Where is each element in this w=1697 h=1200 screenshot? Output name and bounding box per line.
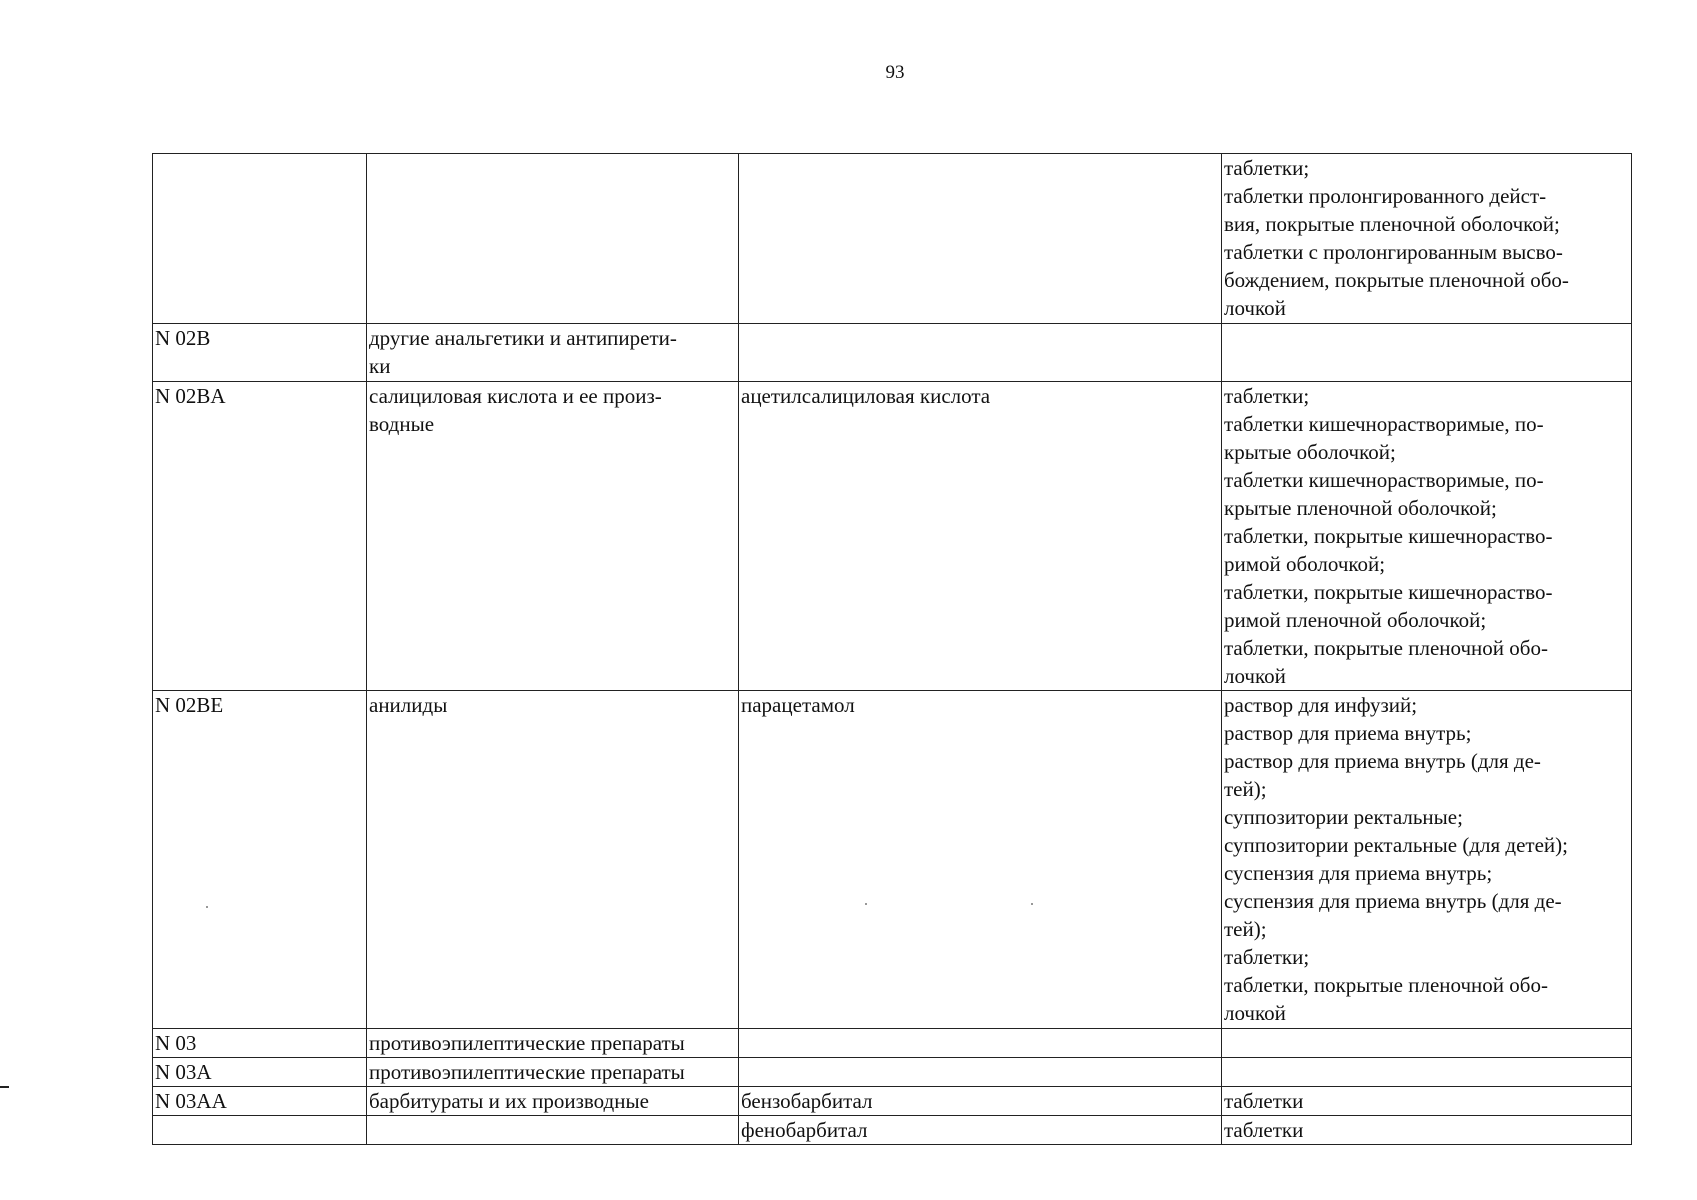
dosage-forms-cell: раствор для инфузий; раствор для приема внутрь; раствор для приема внутрь (для де- тей); суппозитории ректальные; суппозитории ректальные (для детей); суспензия для приема внутрь; суспензия для приема внутрь (для де- тей); таблетки; таблетки, покрытые пленочной обо- лочкой [1222, 691, 1632, 1029]
dosage-forms-cell: таблетки; таблетки пролонгированного дейст- вия, покрытые пленочной оболочкой; таблетки с пролонгированным высво- бождением, покрытые пленочной обо- лочкой [1222, 154, 1632, 324]
group-name-cell: барбитураты и их производные [367, 1087, 739, 1116]
substance-cell: ацетилсалициловая кислота [739, 382, 1222, 691]
scan-speck [865, 903, 867, 905]
group-name-cell: противоэпилептические препараты [367, 1029, 739, 1058]
table-row [153, 1058, 1632, 1087]
table-row [153, 382, 1632, 691]
substance-cell: бензобарбитал [739, 1087, 1222, 1116]
table-row [153, 324, 1632, 382]
drug-table [152, 153, 1632, 1145]
dosage-forms-cell: таблетки [1222, 1087, 1632, 1116]
group-name-cell: анилиды [367, 691, 739, 1029]
group-name-cell [367, 1116, 739, 1145]
table-row [153, 1116, 1632, 1145]
table-row [153, 1087, 1632, 1116]
dosage-forms-cell [1222, 324, 1632, 382]
atc-code-cell: N 03AA [153, 1087, 367, 1116]
atc-code-cell: N 03A [153, 1058, 367, 1087]
atc-code-cell: N 02B [153, 324, 367, 382]
substance-cell [739, 324, 1222, 382]
atc-code-cell: N 03 [153, 1029, 367, 1058]
substance-cell [739, 154, 1222, 324]
substance-cell: фенобарбитал [739, 1116, 1222, 1145]
group-name-cell: противоэпилептические препараты [367, 1058, 739, 1087]
scan-speck [1031, 903, 1033, 905]
dosage-forms-cell [1222, 1029, 1632, 1058]
group-name-cell: салициловая кислота и ее произ- водные [367, 382, 739, 691]
atc-code-cell: N 02BE [153, 691, 367, 1029]
dosage-forms-cell [1222, 1058, 1632, 1087]
substance-cell: парацетамол [739, 691, 1222, 1029]
dosage-forms-cell: таблетки [1222, 1116, 1632, 1145]
atc-code-cell [153, 1116, 367, 1145]
page-number: 93 [885, 62, 905, 83]
substance-cell [739, 1029, 1222, 1058]
atc-code-cell [153, 154, 367, 324]
atc-code-cell: N 02BA [153, 382, 367, 691]
scan-speck [206, 906, 208, 908]
table-row [153, 691, 1632, 1029]
substance-cell [739, 1058, 1222, 1087]
table-row [153, 1029, 1632, 1058]
dosage-forms-cell: таблетки; таблетки кишечнорастворимые, по- крытые оболочкой; таблетки кишечнорастворимые, по- крытые пленочной оболочкой; таблетки, покрытые кишечнораство- римой оболочкой; таблетки, покрытые кишечнораство- римой пленочной оболочкой; таблетки, покрытые пленочной обо- лочкой [1222, 382, 1632, 691]
group-name-cell [367, 154, 739, 324]
table-row [153, 154, 1632, 324]
margin-mark [0, 1086, 9, 1088]
group-name-cell: другие анальгетики и антипирети- ки [367, 324, 739, 382]
